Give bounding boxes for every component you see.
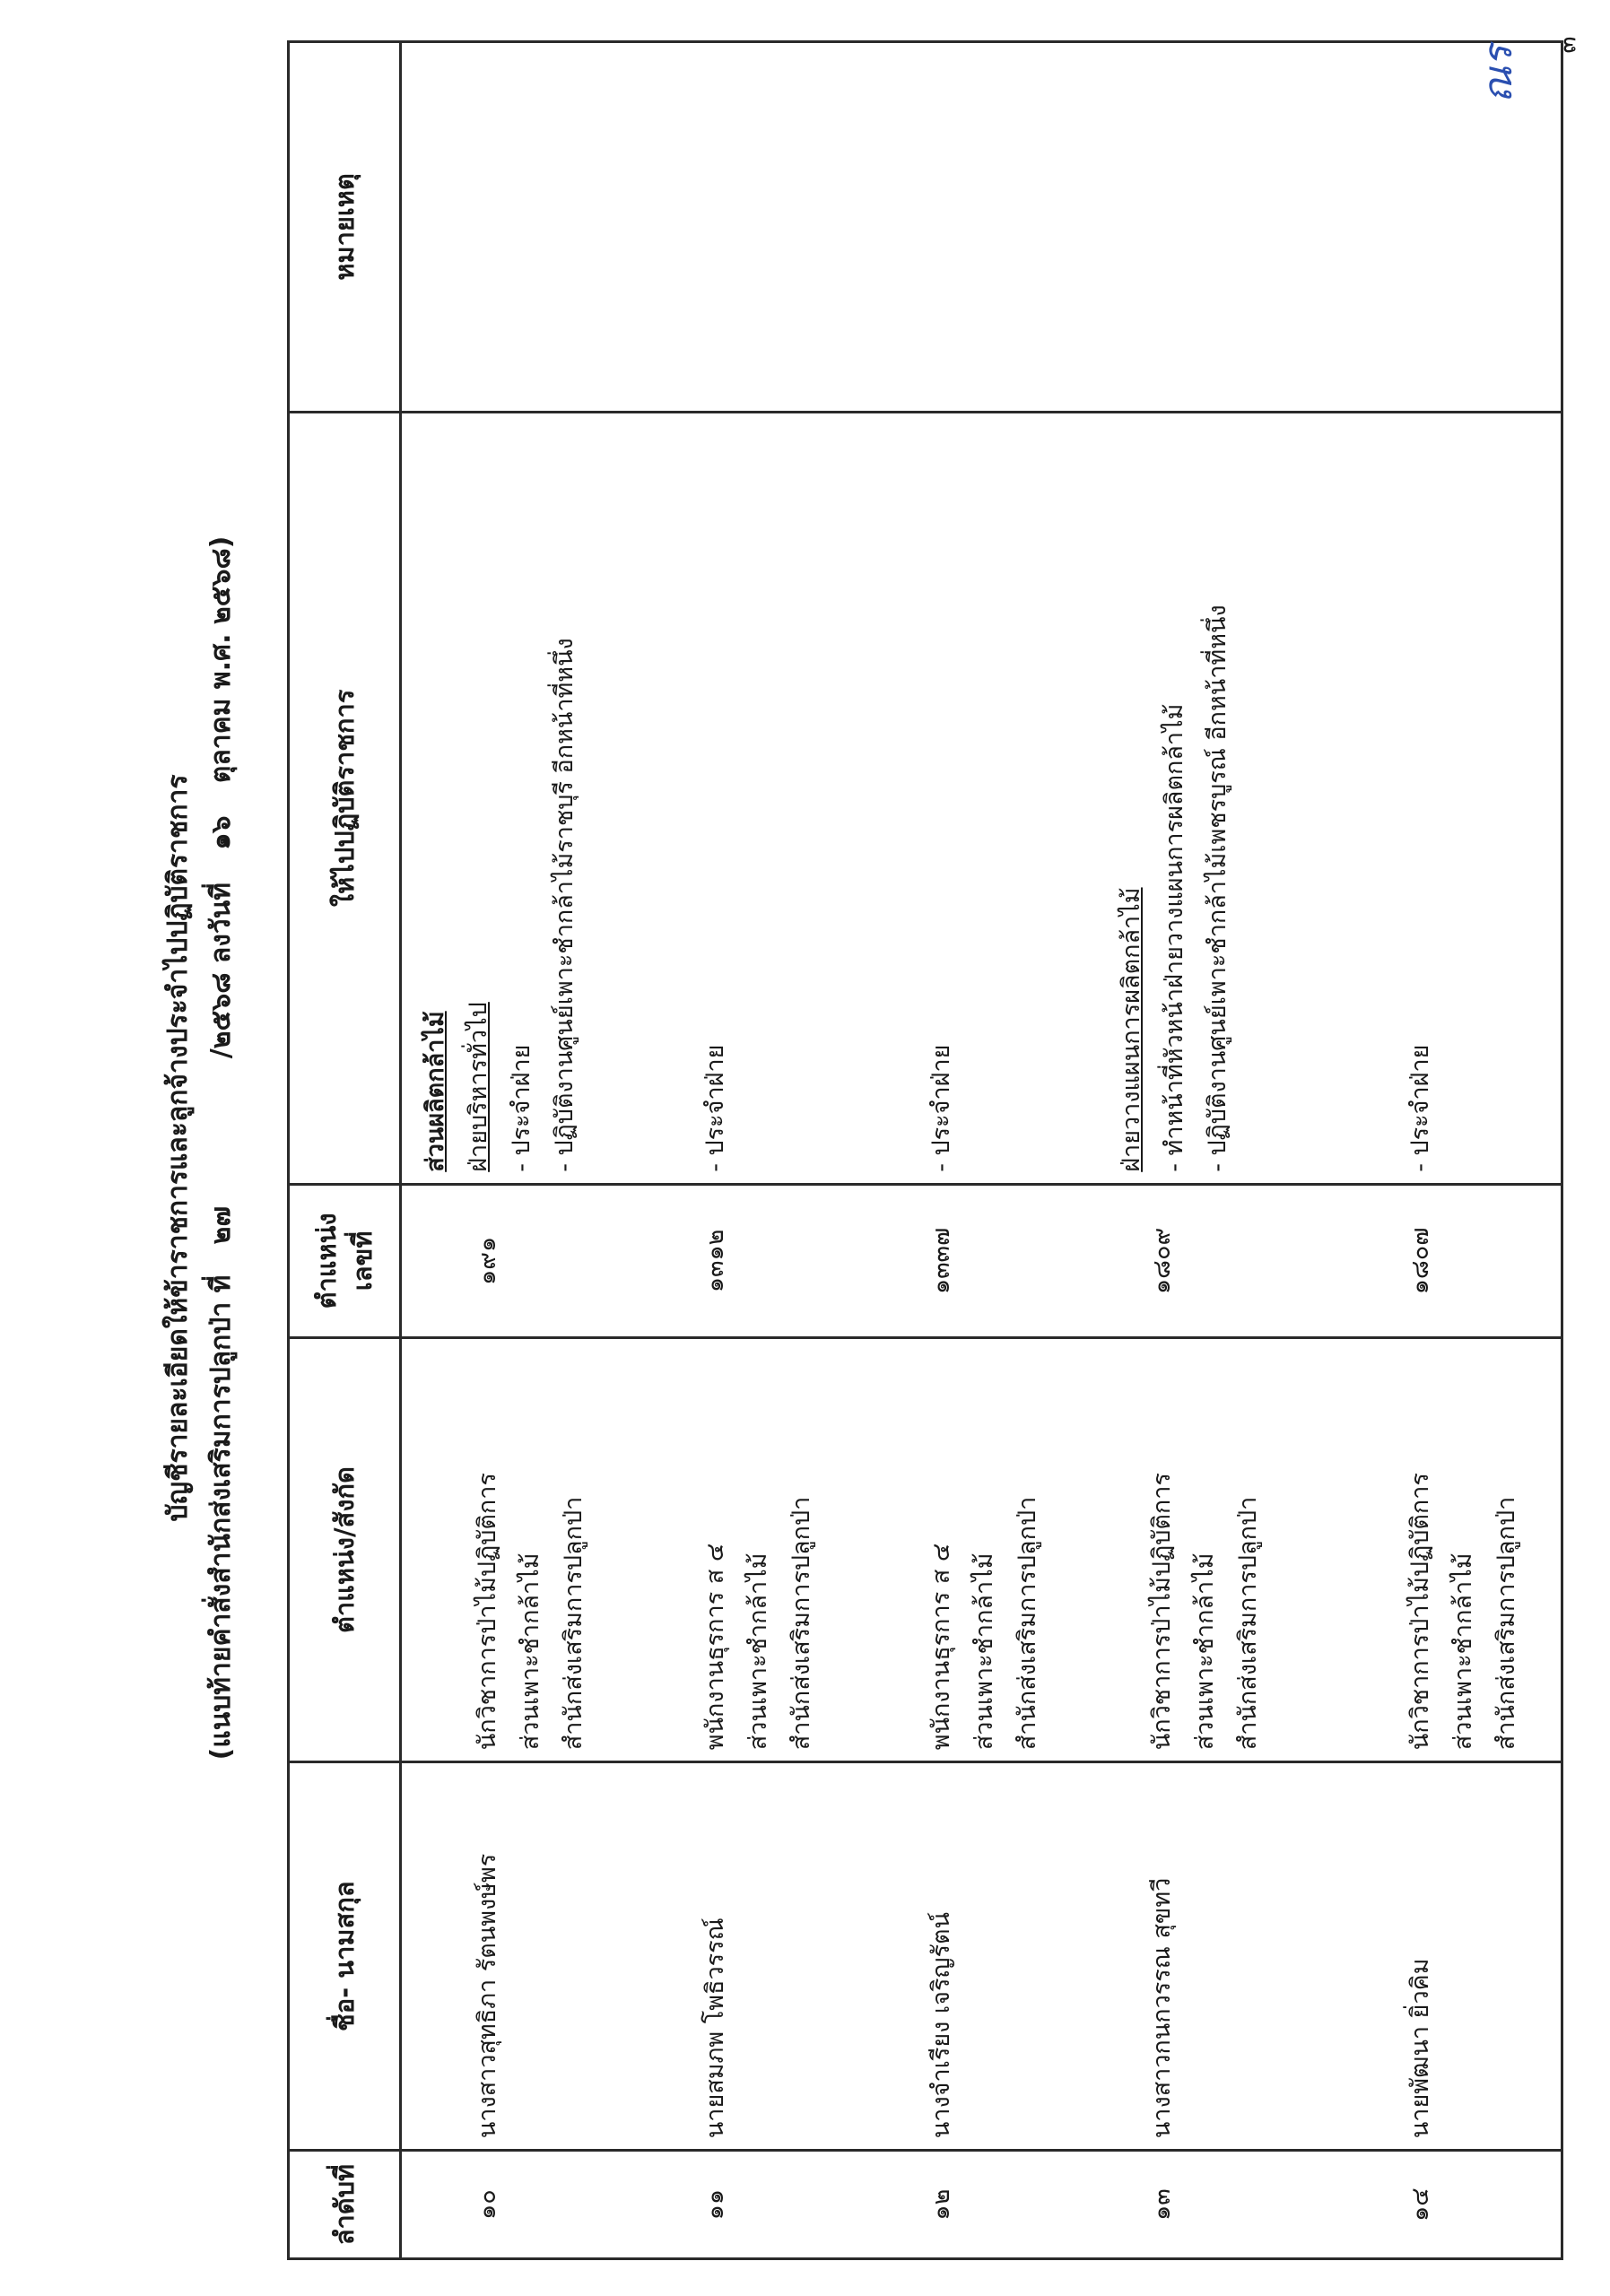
row-no: ๑๐ [401, 2151, 647, 2259]
row-position: นักวิชาการป่าไม้ปฏิบัติการ ส่วนเพาะชำกล้าไม้ สำนักส่งเสริมการปลูกป่า [1351, 1337, 1562, 1761]
row-no: ๑๒ [872, 2151, 1098, 2259]
subsection-title: ฝ่ายบริหารทั่วไป [465, 1002, 492, 1172]
row-remark [872, 42, 1098, 413]
row-assignment: - ประจำฝ่าย [1351, 412, 1562, 1184]
row-remark [646, 42, 872, 413]
order-day: ๑๖ [205, 815, 237, 850]
row-remark [1098, 42, 1351, 413]
initials-signature: ณร [1475, 45, 1521, 103]
row-assignment: ส่วนผลิตกล้าไม้ ฝ่ายบริหารทั่วไป - ประจำฝ่าย - ปฏิบัติงานศูนย์เพาะชำกล้าไม้ราชบุรี อีกหน้าที่หนึ่ง [401, 412, 647, 1184]
row-position-number: ๑๙๑ [401, 1184, 647, 1337]
header-name: ชื่อ- นามสกุล [289, 1762, 401, 2151]
table-row [1351, 42, 1562, 2259]
row-assignment: ฝ่ายวางแผนการผลิตกล้าไม้ - ทำหน้าที่หัวหน้าฝ่ายวางแผนการผลิตกล้าไม้ - ปฏิบัติงานศูนย์เพาะชำกล้าไม้เพชรบูรณ์ อีกหน้าที่หนึ่ง [1098, 412, 1351, 1184]
row-position-number: ๑๘๐๙ [1098, 1184, 1351, 1337]
order-month-year: ตุลาคม พ.ศ. ๒๕๖๘) [205, 535, 237, 784]
row-position: พนักงานธุรการ ส ๔ ส่วนเพาะชำกล้าไม้ สำนักส่งเสริมการปลูกป่า [872, 1337, 1098, 1761]
row-position-number: ๑๘๐๗ [1351, 1184, 1562, 1337]
header-position-number: ตำแหน่ง เลขที่ [289, 1184, 401, 1337]
title-line-2 [200, 54, 243, 2242]
row-name: นางจำเรียง เจริญรัตน์ [872, 1762, 1098, 2151]
row-name: นางสาวกนกวรรณ สุขทวี [1098, 1762, 1351, 2151]
header-remark: หมายเหตุ [289, 42, 401, 413]
header-assignment: ให้ไปปฏิบัติราชการ [289, 412, 401, 1184]
assignment-table [287, 40, 1563, 2260]
table-row [401, 42, 647, 2259]
row-position: พนักงานธุรการ ส ๔ ส่วนเพาะชำกล้าไม้ สำนักส่งเสริมการปลูกป่า [646, 1337, 872, 1761]
row-position: นักวิชาการป่าไม้ปฏิบัติการ ส่วนเพาะชำกล้าไม้ สำนักส่งเสริมการปลูกป่า [1098, 1337, 1351, 1761]
row-position-number: ๑๓๓๗ [872, 1184, 1098, 1337]
section-title: ส่วนผลิตกล้าไม้ [422, 1011, 449, 1172]
row-name: นางสาวสุทธิภา รัตนพงษ์พร [401, 1762, 647, 2151]
row-name: นายพัฒนา ยิ่วคิม [1351, 1762, 1562, 2151]
table-row [1098, 42, 1351, 2259]
row-no: ๑๓ [1098, 2151, 1351, 2259]
row-position: นักวิชาการป่าไม้ปฏิบัติการ ส่วนเพาะชำกล้าไม้ สำนักส่งเสริมการปลูกป่า [401, 1337, 647, 1761]
row-assignment: - ประจำฝ่าย [646, 412, 872, 1184]
table-row [872, 42, 1098, 2259]
title-prefix: (แนบท้ายคำสั่งสำนักส่งเสริมการปลูกป่า ที่ [205, 1274, 237, 1761]
document-title [157, 54, 243, 2242]
header-no: ลำดับที่ [289, 2151, 401, 2259]
row-assignment: - ประจำฝ่าย [872, 412, 1098, 1184]
table-row [646, 42, 872, 2259]
order-year: /๒๕๖๘ ลงวันที่ [205, 883, 237, 1059]
subsection-title: ฝ่ายวางแผนการผลิตกล้าไม้ [1118, 887, 1145, 1172]
page-number: ๓ [1552, 36, 1582, 54]
row-no: ๑๔ [1351, 2151, 1562, 2259]
row-remark [401, 42, 647, 413]
order-number: ๒๗ [205, 1205, 237, 1245]
title-line-1: บัญชีรายละเอียดให้ข้าราชการและลูกจ้างประจำไปปฏิบัติราชการ [162, 774, 194, 1522]
row-position-number: ๑๓๑๒ [646, 1184, 872, 1337]
table-header-row [289, 42, 401, 2259]
row-no: ๑๑ [646, 2151, 872, 2259]
row-remark [1351, 42, 1562, 413]
row-name: นายสมภพ โพธิวรรณ์ [646, 1762, 872, 2151]
header-position: ตำแหน่ง/สังกัด [289, 1337, 401, 1761]
